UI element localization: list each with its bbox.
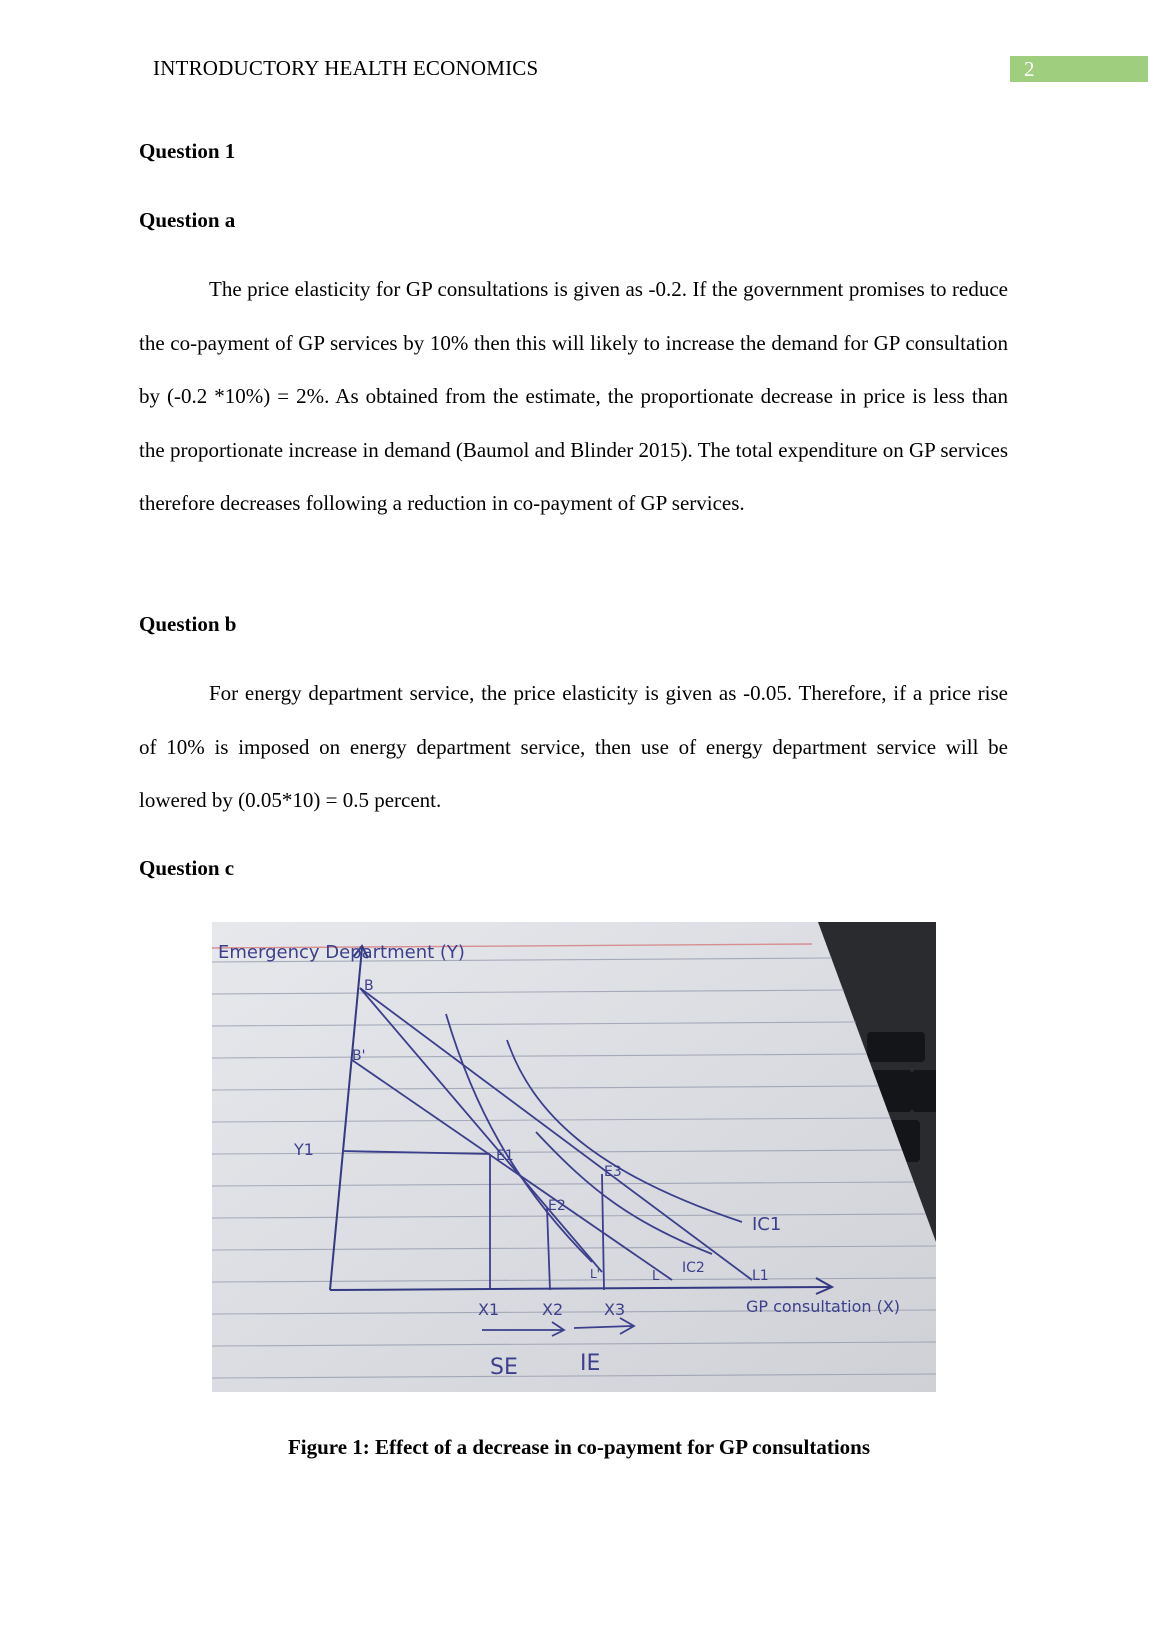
running-header-title: INTRODUCTORY HEALTH ECONOMICS [153,56,539,80]
label-e1: E1 [496,1148,514,1164]
label-e3: E3 [604,1164,622,1180]
label-l1: L1 [752,1268,769,1284]
heading-question-1: Question 1 [139,139,236,163]
diagram-svg [212,922,936,1392]
label-ic1: IC1 [752,1214,782,1235]
heading-question-a: Question a [139,208,236,232]
paragraph-question-a: The price elasticity for GP consultations is given as -0.2. If the government promises to reduce the co-payment of GP services by 10% then this will likely to increase the demand for GP consultation by (-0.2 *10%) = 2%. As obtained from the estimate, the proportionate decrease in price is less than the proportionate increase in demand (Baumol and Blinder 2015). The total expenditure on GP services therefore decreases following a reduction in co-payment of GP services. [139,277,1008,515]
heading-question-b: Question b [139,612,237,636]
label-x1: X1 [478,1300,500,1319]
heading-question-c: Question c [139,856,235,880]
label-l: L [652,1269,660,1284]
label-se: SE [490,1355,518,1380]
label-b: B [364,978,374,994]
label-x3: X3 [604,1300,626,1319]
paragraph-question-b: For energy department service, the price elasticity is given as -0.05. Therefore, if a price rise of 10% is imposed on energy department service, then use of energy department service will be lowered by (0.05*10) = 0.5 percent. [139,681,1008,812]
handdrawn-diagram-photo [212,922,936,1392]
figure-caption: Figure 1: Effect of a decrease in co-payment for GP consultations [287,1435,871,1459]
label-e2: E2 [548,1198,566,1214]
label-b-prime: B' [352,1048,366,1064]
label-ic2: IC2 [682,1260,705,1276]
label-y-axis: Emergency Department (Y) [218,942,465,963]
label-x2: X2 [542,1300,564,1319]
label-y1: Y1 [294,1140,314,1159]
page-number-badge: 2 [1010,56,1148,82]
label-l-prime: L' [590,1267,600,1281]
paper-sheet [212,922,936,1392]
label-ie: IE [580,1351,601,1376]
label-x-axis: GP consultation (X) [746,1297,901,1316]
